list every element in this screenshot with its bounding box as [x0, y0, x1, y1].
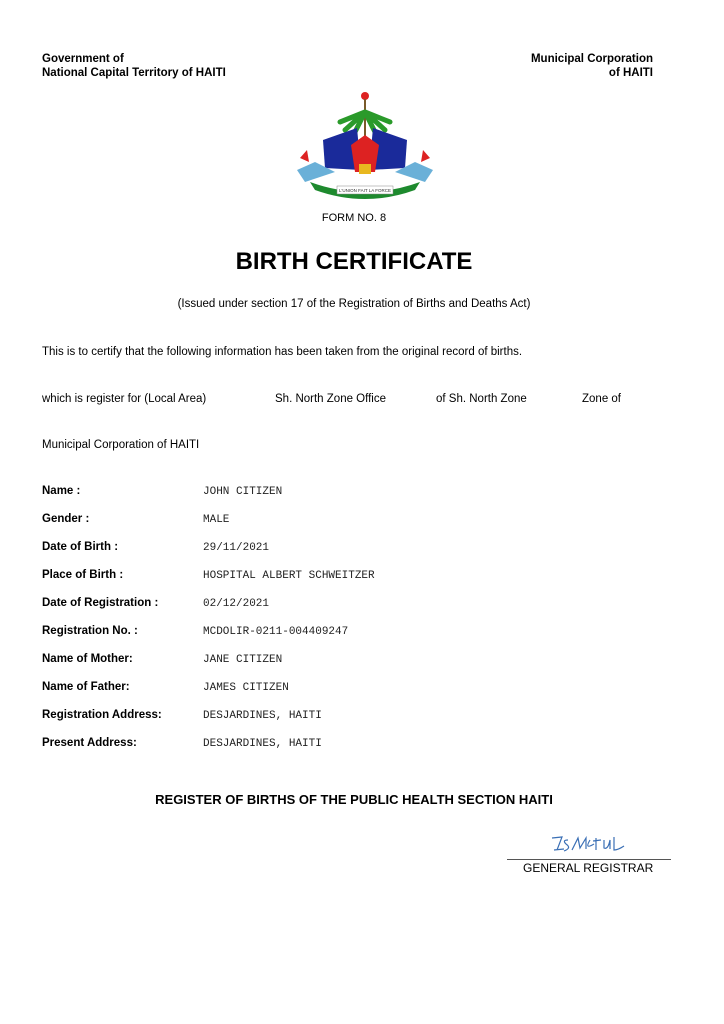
- issuer-right-line1: Municipal Corporation: [530, 53, 653, 65]
- register-heading: REGISTER OF BIRTHS OF THE PUBLIC HEALTH SECTION HAITI: [155, 792, 553, 807]
- local-area-zone: of Sh. North Zone: [436, 393, 527, 405]
- field-value: JANE CITIZEN: [203, 654, 283, 666]
- field-value: MALE: [203, 514, 230, 526]
- local-area-corporation: Municipal Corporation of HAITI: [42, 439, 200, 451]
- document-title: BIRTH CERTIFICATE: [235, 248, 473, 275]
- field-label: Name :: [42, 485, 81, 497]
- field-value: JAMES CITIZEN: [203, 682, 289, 694]
- haiti-coat-of-arms-emblem: [295, 90, 435, 202]
- registrar-title: GENERAL REGISTRAR: [523, 861, 654, 875]
- form-number: FORM NO. 8: [321, 212, 387, 224]
- field-value: HOSPITAL ALBERT SCHWEITZER: [203, 570, 375, 582]
- local-area-zone-of: Zone of: [582, 393, 621, 405]
- field-value: 29/11/2021: [203, 542, 270, 554]
- field-label: Present Address:: [42, 737, 137, 749]
- certify-statement: This is to certify that the following information has been taken from the original record of births.: [42, 346, 523, 358]
- field-value: DESJARDINES, HAITI: [203, 710, 322, 722]
- field-label: Registration Address:: [42, 709, 162, 721]
- signature-line: [507, 859, 671, 860]
- issuer-right: [531, 52, 653, 80]
- issuer-left-line1: Government of: [42, 53, 124, 65]
- field-value: MCDOLIR-0211-004409247: [203, 626, 349, 638]
- emblem-motto: L'UNION FAIT LA FORCE: [338, 188, 392, 193]
- field-label: Date of Registration :: [42, 597, 159, 609]
- issuer-left: [42, 52, 226, 80]
- field-label: Gender :: [42, 513, 90, 525]
- field-label: Place of Birth :: [42, 569, 124, 581]
- field-value: 02/12/2021: [203, 598, 270, 610]
- local-area-office: Sh. North Zone Office: [275, 393, 387, 405]
- field-label: Registration No. :: [42, 625, 138, 637]
- registrar-signature: [548, 832, 628, 856]
- document-subtitle: (Issued under section 17 of the Registration of Births and Deaths Act): [177, 298, 531, 310]
- field-label: Name of Mother:: [42, 653, 133, 665]
- local-area-label: which is register for (Local Area): [42, 393, 207, 405]
- field-value: DESJARDINES, HAITI: [203, 738, 322, 750]
- issuer-right-line2: of HAITI: [608, 67, 653, 79]
- field-value: JOHN CITIZEN: [203, 486, 283, 498]
- field-label: Date of Birth :: [42, 541, 119, 553]
- issuer-left-line2: National Capital Territory of HAITI: [42, 67, 226, 79]
- field-label: Name of Father:: [42, 681, 130, 693]
